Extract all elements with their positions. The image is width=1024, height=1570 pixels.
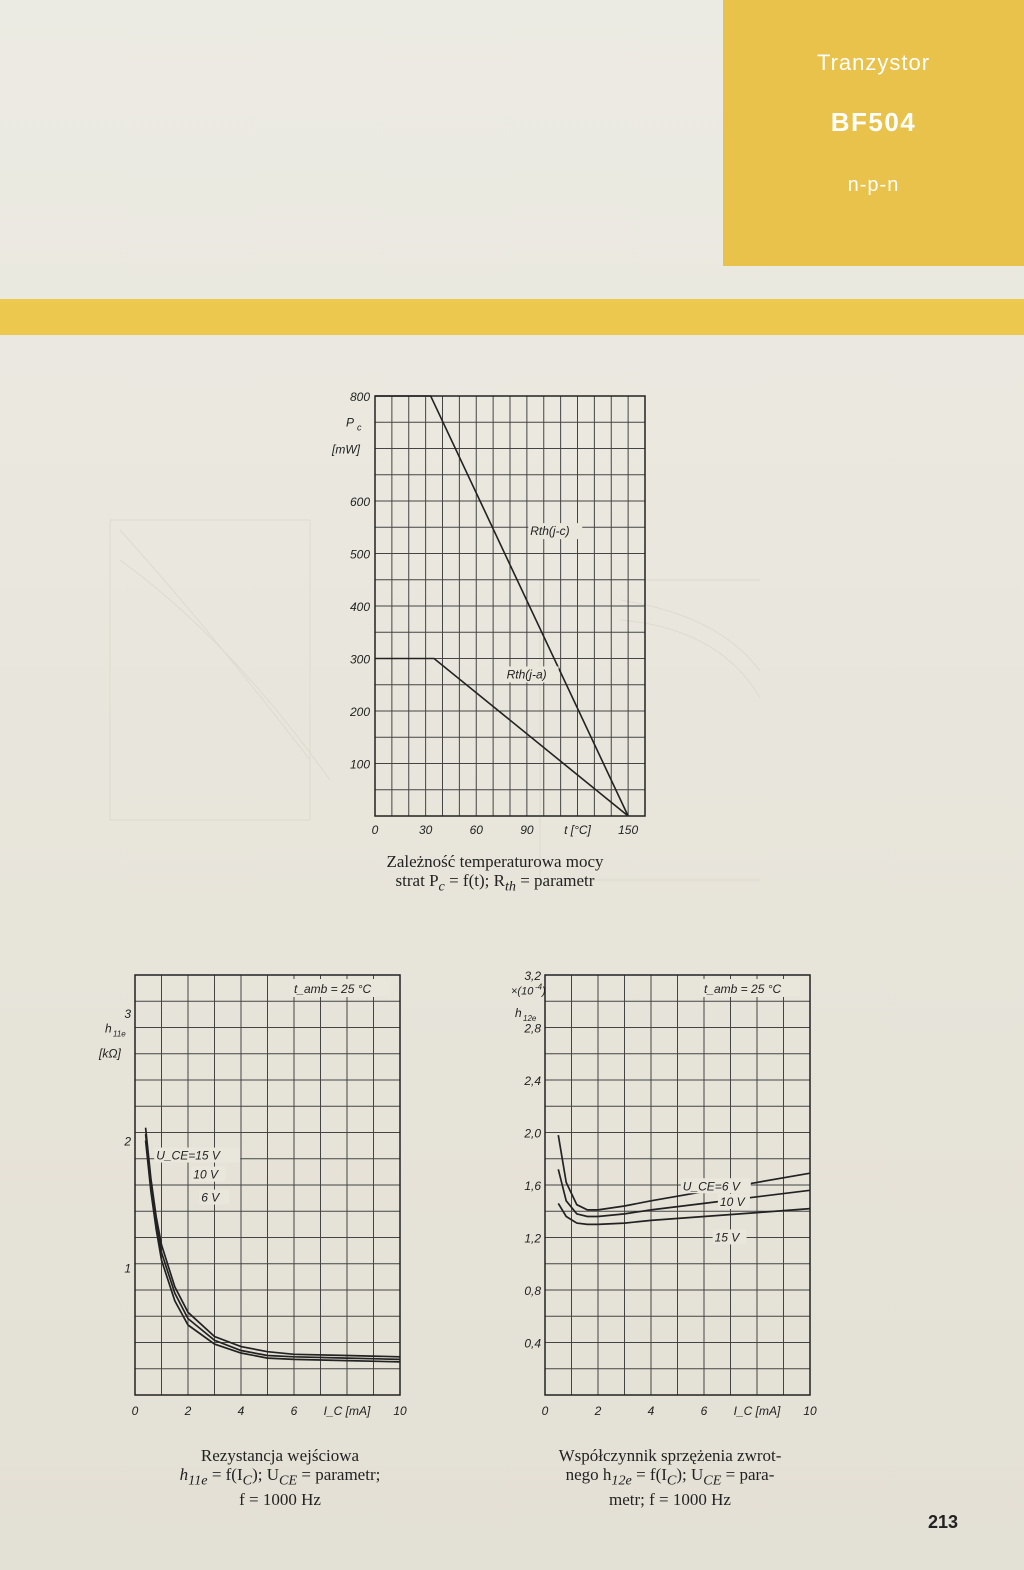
series-label: 15 V	[714, 1230, 740, 1245]
ambient-temp-annotation: t_amb = 25 °C	[294, 982, 372, 996]
caption-line-2-sub-c: c	[438, 878, 445, 895]
series-label: Rth(j-c)	[530, 524, 570, 539]
y-tick-label: 2,4	[524, 1074, 541, 1088]
x-tick-label: 0	[371, 823, 379, 837]
y-tick-label: 3,2	[524, 969, 541, 983]
caption-h11e-param: = parametr;	[297, 1465, 381, 1484]
y-tick-label: 500	[349, 547, 370, 562]
caption-h11e-u: ); U	[252, 1465, 280, 1484]
caption-line-2c: = parametr	[515, 871, 595, 890]
y-axis-label-unit: [kΩ]	[99, 1046, 121, 1061]
series-label: U_CE=15 V	[156, 1148, 220, 1163]
y-axis-label-sub: 11e	[113, 1029, 126, 1039]
x-tick-label: 4	[237, 1404, 245, 1418]
series-label: 10 V	[193, 1167, 218, 1182]
x-axis-label: I_C [mA]	[733, 1404, 781, 1418]
caption-h12e-sub-c: C	[666, 1472, 677, 1489]
y-tick-label: 800	[349, 390, 370, 404]
x-tick-label: 6	[290, 1404, 298, 1418]
header-part-number: BF504	[830, 107, 917, 137]
caption-line-2-sub-th: th	[504, 878, 516, 895]
x-tick-label: 10	[393, 1404, 407, 1418]
caption-power-dissipation	[330, 852, 660, 896]
series-label: 6 V	[201, 1190, 220, 1205]
chart-power-dissipation	[300, 375, 700, 845]
caption-h12e-sub-ce: CE	[703, 1472, 722, 1489]
caption-h11e-freq: f = 1000 Hz	[239, 1490, 321, 1510]
series-line	[146, 1134, 400, 1359]
caption-h11e-h: h	[179, 1465, 189, 1484]
header-title: Tranzystor	[816, 50, 931, 75]
y-axis-label-sub: c	[357, 422, 362, 433]
x-axis-label: I_C [mA]	[323, 1404, 371, 1418]
caption-h12e-f: = f(I	[631, 1465, 667, 1484]
y-axis-label-exp: -4	[535, 982, 543, 992]
y-axis-label-mult: ×(10	[511, 985, 534, 998]
y-axis-label-h: h	[105, 1021, 112, 1036]
y-tick-label: 2,0	[524, 1126, 541, 1141]
chart-h11e	[80, 965, 430, 1435]
page-number: 213	[928, 1512, 959, 1532]
y-tick-label: 1,2	[524, 1231, 541, 1246]
y-tick-label: 3	[124, 1007, 131, 1022]
x-tick-label: 4	[647, 1404, 655, 1418]
caption-h12e-nego: nego h	[565, 1465, 612, 1484]
y-axis-label-sub: 12e	[523, 1014, 537, 1023]
y-tick-label: 300	[349, 652, 370, 667]
caption-h12e-line-1: Współczynnik sprzężenia zwrot-	[558, 1446, 782, 1465]
caption-h12e	[520, 1446, 820, 1509]
x-tick-label: 10	[803, 1404, 817, 1418]
series-line	[146, 1141, 400, 1362]
caption-h11e-sub-ce: CE	[279, 1472, 298, 1489]
x-tick-label: 2	[594, 1404, 602, 1418]
x-tick-label: 150	[618, 823, 639, 837]
caption-h11e-sub-c: C	[242, 1472, 253, 1489]
caption-h12e-para: = para-	[721, 1465, 775, 1484]
x-tick-label: 30	[418, 823, 433, 837]
y-axis-label-p: P	[345, 415, 355, 430]
series-line	[558, 1135, 810, 1210]
caption-line-2b: = f(t); R	[444, 871, 505, 890]
ambient-temp-annotation: t_amb = 25 °C	[704, 982, 782, 996]
caption-h12e-freq: metr; f = 1000 Hz	[609, 1490, 731, 1510]
series-label: 10 V	[719, 1195, 745, 1209]
x-tick-label: 90	[520, 823, 534, 837]
x-tick-label: 0	[541, 1404, 549, 1418]
chart-h12e	[490, 965, 840, 1435]
caption-h11e-f: = f(I	[207, 1465, 243, 1484]
caption-h11e	[135, 1446, 425, 1509]
y-tick-label: 100	[349, 757, 370, 772]
caption-h12e-u: ); U	[676, 1465, 704, 1484]
y-axis-label-unit: [mW]	[332, 442, 360, 457]
series-label: Rth(j-a)	[506, 667, 547, 682]
x-axis-label: t [°C]	[564, 823, 591, 837]
caption-h12e-sub: 12e	[611, 1472, 632, 1489]
caption-line-1: Zależność temperaturowa mocy	[386, 852, 604, 871]
x-tick-label: 0	[131, 1404, 139, 1418]
x-tick-label: 60	[469, 823, 483, 837]
y-tick-label: 2	[124, 1134, 131, 1149]
x-tick-label: 2	[184, 1404, 192, 1418]
y-tick-label: 2,8	[524, 1021, 541, 1036]
x-tick-label: 6	[700, 1404, 708, 1418]
caption-h11e-line-1: Rezystancja wejściowa	[200, 1446, 360, 1465]
y-tick-label: 1,6	[524, 1179, 541, 1193]
header-polarity: n-p-n	[847, 174, 900, 196]
y-tick-label: 1	[124, 1261, 131, 1276]
caption-line-2a: strat P	[395, 871, 439, 890]
y-tick-label: 400	[349, 600, 370, 614]
y-tick-label: 0,4	[524, 1336, 541, 1351]
yellow-stripe	[0, 299, 1024, 335]
caption-h11e-sub: 11e	[188, 1472, 208, 1489]
y-tick-label: 0,8	[524, 1284, 541, 1298]
y-axis-label-h: h	[515, 1006, 522, 1020]
y-axis-label-paren: )	[542, 985, 546, 998]
series-label: U_CE=6 V	[682, 1179, 740, 1194]
y-tick-label: 600	[349, 495, 370, 509]
y-tick-label: 200	[349, 705, 370, 719]
